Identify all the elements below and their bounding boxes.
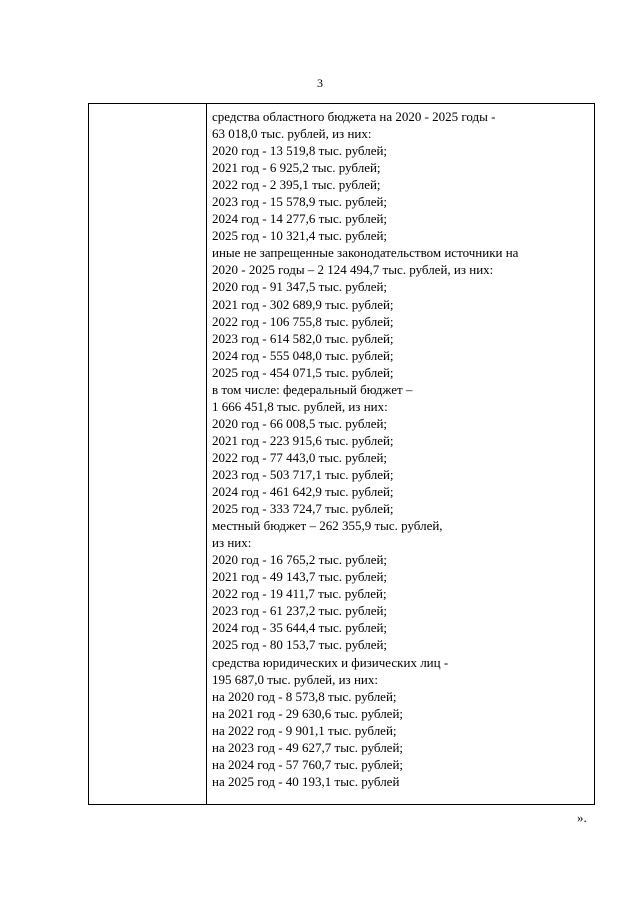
text-line: 2023 год - 61 237,2 тыс. рублей; — [212, 603, 388, 619]
page-number: 3 — [317, 76, 323, 90]
text-line: 2023 год - 15 578,9 тыс. рублей; — [212, 194, 388, 210]
text-line: 2020 год - 91 347,5 тыс. рублей; — [212, 279, 388, 295]
funding-table — [88, 103, 595, 805]
text-line: 2020 год - 13 519,8 тыс. рублей; — [212, 143, 388, 159]
text-line: 2022 год - 106 755,8 тыс. рублей; — [212, 313, 394, 329]
text-line: иные не запрещенные законодательством источники на — [212, 245, 519, 261]
text-line: на 2024 год - 57 760,7 тыс. рублей; — [212, 756, 404, 772]
funding-text-cell — [212, 108, 590, 790]
text-line: местный бюджет – 262 355,9 тыс. рублей, — [212, 518, 443, 534]
text-line: 195 687,0 тыс. рублей, из них: — [212, 671, 378, 687]
text-line: 2025 год - 80 153,7 тыс. рублей; — [212, 637, 388, 653]
text-line: в том числе: федеральный бюджет – — [212, 381, 413, 397]
column-divider — [206, 104, 207, 804]
text-line: 2024 год - 14 277,6 тыс. рублей; — [212, 211, 388, 227]
text-line: 2024 год - 35 644,4 тыс. рублей; — [212, 620, 388, 636]
text-line: 2021 год - 6 925,2 тыс. рублей; — [212, 160, 381, 176]
text-line: 2023 год - 503 717,1 тыс. рублей; — [212, 466, 394, 482]
text-line: 2025 год - 333 724,7 тыс. рублей; — [212, 501, 394, 517]
text-line: 2020 - 2025 годы – 2 124 494,7 тыс. рублей, из них: — [212, 262, 494, 278]
text-line: на 2022 год - 9 901,1 тыс. рублей; — [212, 722, 397, 738]
text-line: 2022 год - 19 411,7 тыс. рублей; — [212, 586, 387, 602]
text-line: 63 018,0 тыс. рублей, из них: — [212, 126, 372, 142]
text-line: 1 666 451,8 тыс. рублей, из них: — [212, 398, 388, 414]
text-line: на 2021 год - 29 630,6 тыс. рублей; — [212, 705, 404, 721]
text-line: 2024 год - 461 642,9 тыс. рублей; — [212, 484, 394, 500]
text-line: 2025 год - 454 071,5 тыс. рублей; — [212, 364, 394, 380]
text-line: на 2023 год - 49 627,7 тыс. рублей; — [212, 739, 404, 755]
text-line: на 2025 год - 40 193,1 тыс. рублей — [212, 773, 400, 789]
text-line: 2022 год - 2 395,1 тыс. рублей; — [212, 177, 381, 193]
text-line: 2021 год - 49 143,7 тыс. рублей; — [212, 569, 388, 585]
text-line: из них: — [212, 535, 252, 551]
text-line: 2021 год - 223 915,6 тыс. рублей; — [212, 432, 394, 448]
text-line: 2025 год - 10 321,4 тыс. рублей; — [212, 228, 388, 244]
text-line: 2022 год - 77 443,0 тыс. рублей; — [212, 449, 388, 465]
text-line: средства юридических и физических лиц - — [212, 654, 449, 670]
text-line: 2020 год - 16 765,2 тыс. рублей; — [212, 552, 388, 568]
text-line: 2024 год - 555 048,0 тыс. рублей; — [212, 347, 394, 363]
text-line: 2023 год - 614 582,0 тыс. рублей; — [212, 330, 394, 346]
text-line: на 2020 год - 8 573,8 тыс. рублей; — [212, 688, 397, 704]
closing-quote-mark: ». — [577, 810, 587, 825]
text-line: 2021 год - 302 689,9 тыс. рублей; — [212, 296, 394, 312]
text-line: 2020 год - 66 008,5 тыс. рублей; — [212, 415, 388, 431]
text-line: средства областного бюджета на 2020 - 2025 годы - — [212, 109, 496, 124]
